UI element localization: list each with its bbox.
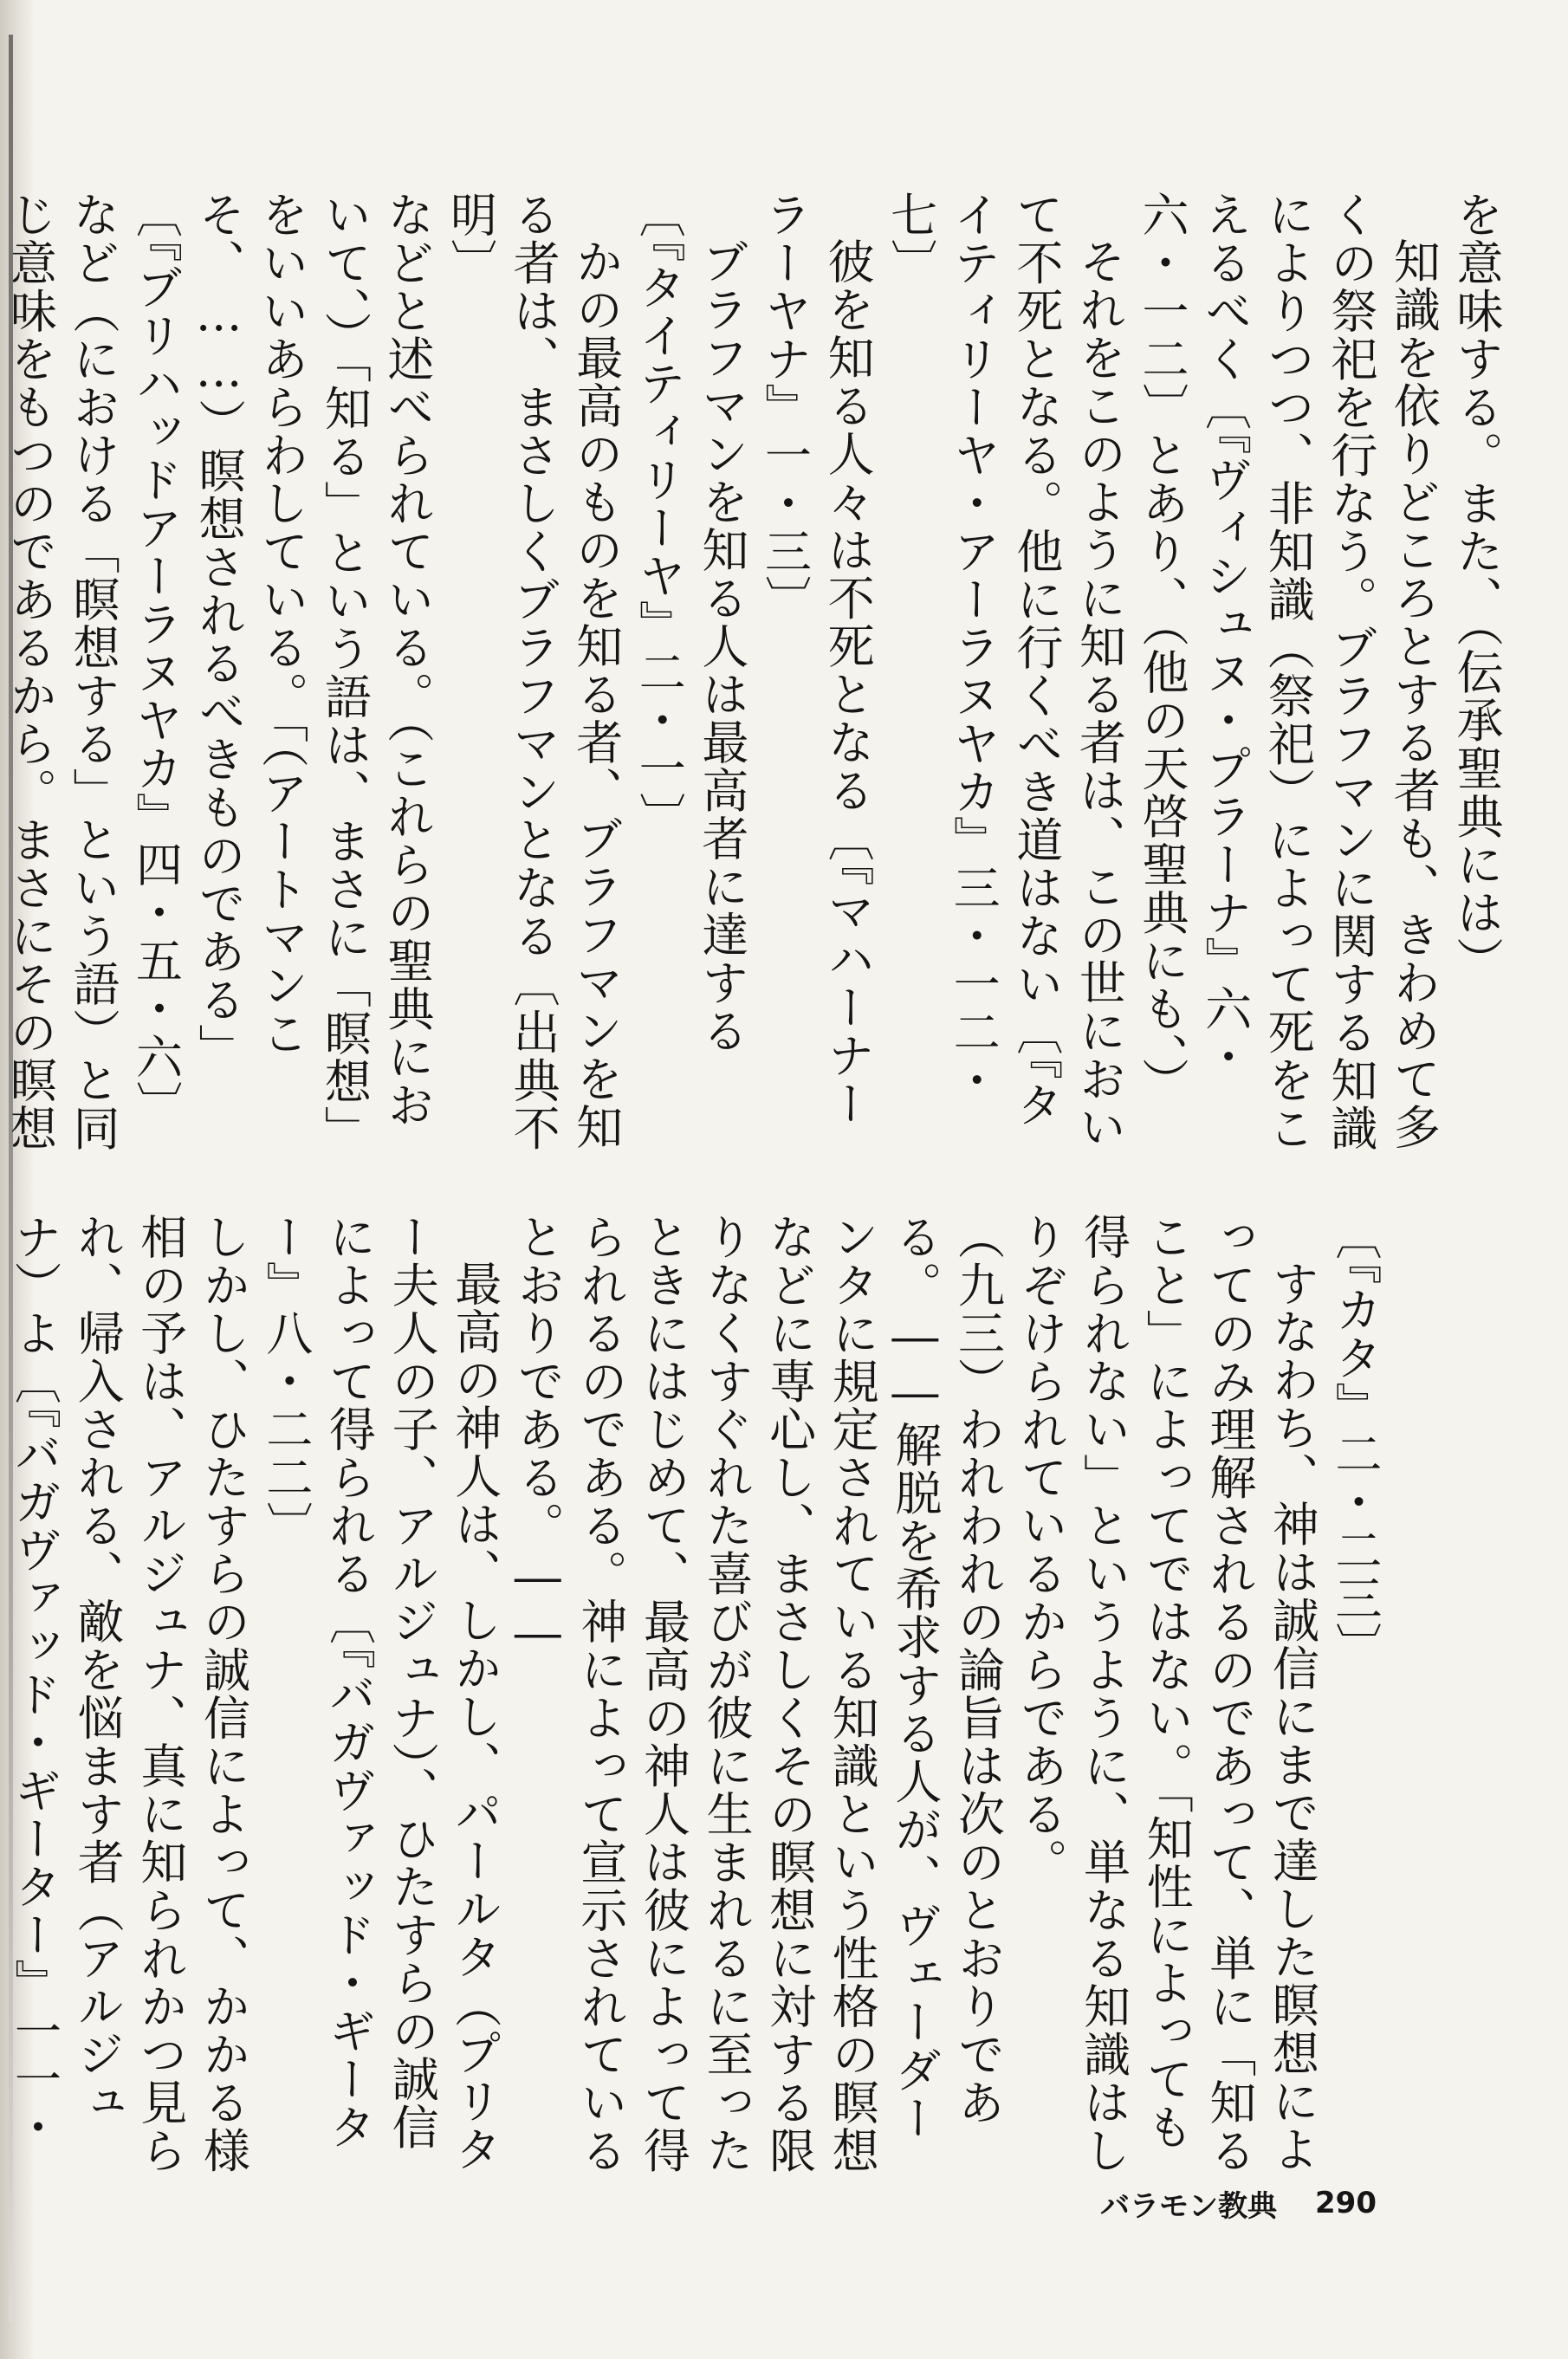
lower-paragraph-1: 〔『カタ』二・二三〕 [1328, 1213, 1383, 1670]
lower-paragraph-3: （九三）われわれの論旨は次のとおりである。――解脱を希求する人が、ヴェーダーンタに規定されている知識という性格の瞑想などに専心し、まさしくその瞑想に対する限りなくすぐれた喜びが彼に生まれるに至ったときにはじめて、最高の神人は彼によって得られるのである。神によって宣示されているとおりである。―― [510, 1213, 1006, 2174]
upper-paragraph-7: などと述べられている。（これらの聖典において、）「知る」という語は、まさに「瞑想」をいいあらわしている。「（アートマンこそ、……）瞑想されるべきものである」〔『ブリハッドアーラヌヤカ』四・五・六〕など（における「瞑想する」という語）と同じ意味をもつのであるから。まさにその瞑想 [3, 191, 435, 1154]
lower-paragraph-4: 最高の神人は、しかし、パールタ（プリター夫人の子、アルジュナ）、ひたすらの誠信によって得られる〔『バガヴァッド・ギーター』八・二二〕 [258, 1213, 502, 2174]
page-number: 290 [1315, 2186, 1377, 2220]
lower-text-block [7, 1213, 1386, 2179]
upper-text-block [3, 191, 1507, 1161]
upper-paragraph-6: かの最高のものを知る者、ブラフマンを知る者は、まさしくブラフマンとなる〔出典不明〕 [443, 191, 624, 1152]
upper-paragraph-3: それをこのように知る者は、この世において不死となる。他に行くべき道はない〔『タイティリーヤ・アーラヌヤカ』三・一二・七〕 [883, 191, 1127, 1151]
page-footer [1100, 2181, 1438, 2225]
lower-paragraph-5: しかし、ひたすらの誠信によって、かかる様相の予は、アルジュナ、真に知られかつ見られ、帰入される、敵を悩ます者（アルジュナ）よ〔『バガヴァッド・ギーター』一一・ [7, 1213, 251, 2174]
upper-paragraph-1: を意味する。また、（伝承聖典には） [1449, 191, 1504, 985]
upper-paragraph-5: ブラフマンを知る人は最高者に達する〔『タイティリーヤ』二・一〕 [632, 191, 749, 1055]
lower-paragraph-2: すなわち、神は誠信にまで達した瞑想によってのみ理解されるのであって、単に「知ること」によってではない。「知性によっても得られない」というように、単なる知識はしりぞけられているからである。 [1014, 1213, 1320, 2174]
running-title: バラモン教典 [1100, 2188, 1277, 2224]
upper-paragraph-2: 知識を依りどころとする者も、きわめて多くの祭祀を行なう。ブラフマンに関する知識によりつつ、非知識（祭祀）によって死をこえるべく〔『ヴィシュヌ・プラーナ』六・六・一二〕とあり、（他の天啓聖典にも、） [1135, 191, 1442, 1152]
upper-paragraph-4: 彼を知る人々は不死となる〔『マハーナーラーヤナ』一・三〕 [757, 191, 876, 1128]
